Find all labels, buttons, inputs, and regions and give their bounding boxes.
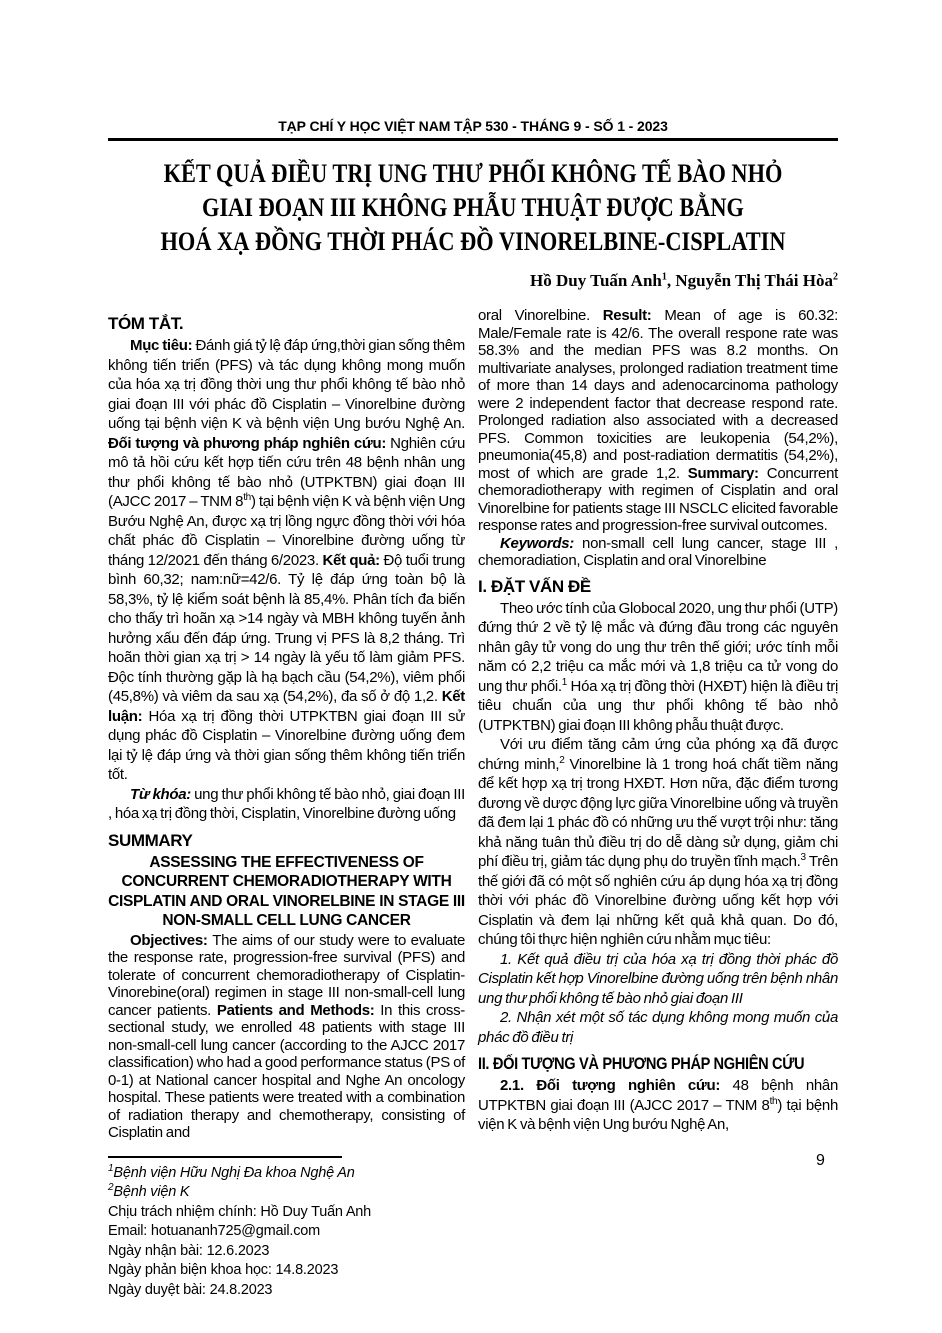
english-article-title: ASSESSING THE EFFECTIVENESS OF CONCURRENT CHEMORADIOTHERAPY WITH CISPLATIN AND ORAL VINORELBINE IN STAGE III NON-SMALL CELL LUNG CANCER xyxy=(108,853,465,929)
introduction-paragraph-1: Theo ước tính của Globocal 2020, ung thư phổi (UTP) đứng thứ 2 về tỷ lệ mắc và đứng đầu trong các nguyên nhân gây tử vong do ung thư trên thế giới; ước tính mỗi năm có 2,2 triệu ca mắc mới và 1,8 triệu ca tử vong do ung thư phổi.$^1$ Hóa xạ trị đồng thời (HXĐT) hiện là điều trị tiêu chuẩn của ung thư phổi không tế bào nhỏ (UTPKTBN) giai đoạn III không phẫu thuật được. xyxy=(478,599,838,734)
journal-header: TẠP CHÍ Y HỌC VIỆT NAM TẬP 530 - THÁNG 9 - SỐ 1 - 2023 xyxy=(108,118,838,141)
footnote-block xyxy=(108,1156,465,1301)
footnote-corresponding-author: Chịu trách nhiệm chính: Hồ Duy Tuấn Anh xyxy=(108,1203,372,1220)
page-content xyxy=(108,118,838,1300)
article-title-line-3: HOÁ XẠ ĐỒNG THỜI PHÁC ĐỒ VINORELBINE-CISPLATIN xyxy=(160,227,786,256)
page-number: 9 xyxy=(816,1152,825,1169)
article-title-line-2: GIAI ĐOẠN III KHÔNG PHẪU THUẬT ĐƯỢC BẰNG xyxy=(202,193,744,222)
keywords-paragraph-vi: Từ khóa: ung thư phổi không tế bào nhỏ, giai đoạn III , hóa xạ trị đồng thời, Cisplatin, Vinorelbine đường uống xyxy=(108,785,465,822)
abstract-paragraph-vi: Mục tiêu: Đánh giá tỷ lệ đáp ứng,thời gian sống thêm không tiến triển (PFS) và tác dụng không mong muốn của hóa xạ trị đồng thời ung thư phổi không tế bào nhỏ giai đoạn III với phác đồ Cisplatin – Vinorelbine đường uống tại bệnh viện K và bệnh viện Ung bướu Nghệ An. Đối tượng và phương pháp nghiên cứu: Nghiên cứu mô tả hồi cứu kết hợp tiến cứu trên 48 bệnh nhân ung thư phổi không tế bào nhỏ (UTPKTBN) giai đoạn III (AJCC 2017 – TNM 8th) tại bệnh viện K và bệnh viện Ung Bướu Nghệ An, được xạ trị lồng ngực đồng thời với hóa chất phác đồ Cisplatin – Vinorelbine đường uống từ tháng 12/2021 đến tháng 6/2023. Kết quả: Độ tuổi trung bình 60,32; nam:nữ=42/6. Tỷ lệ đáp ứng toàn bộ là 58,3%, tỷ lệ kiểm soát bệnh là 85,4%. Phân tích đa biến cho thấy trì hoãn xạ >14 ngày và MBH không tuyến ảnh hưởng xấu đến đáp ứng. Trung vị PFS là 8,2 tháng. Trì hoãn thời gian xạ trị > 14 ngày là yếu tố làm giảm PFS. Độc tính thường gặp là hạ bạch cầu (54,2%), viêm phổi (45,8%) và viêm da sau xạ (54,2%), đa số ở độ 1,2. Kết luận: Hóa xạ trị đồng thời UTPKTBN giai đoạn III sử dụng phác đồ Cisplatin – Vinorelbine đường uống đem lại tỷ lệ đáp ứng và thời gian sống thêm không tiến triển tốt. xyxy=(108,337,466,783)
results-summary-paragraph: oral Vinorelbine. Result: Mean of age is 60.32: Male/Female rate is 42/6. The overall respone rate was 58.3% and the median PFS was 8.2 months. On multivariate analyses, prolonged radiation treatment time of more than 14 days and adenocarcinoma pathology were 2 independent factor that decrease respond rate. Prolonged radiation also associated with a decreased PFS. Common toxicities are leukopenia (54,2%), pneumonia(45,8) and post-radiation dermatitis (54,2%), most of which are grade 1,2. Summary: Concurrent chemoradiotherapy with regimen of Cisplatin and oral Vinorelbine for patients stage III NSCLC elicited favorable response rates and progression-free survival outcomes. xyxy=(478,307,838,534)
right-column xyxy=(478,307,838,1135)
objective-item-2: 2. Nhận xét một số tác dụng không mong muốn của phác đồ điều trị xyxy=(478,1009,838,1046)
footnote-separator xyxy=(108,1156,342,1158)
objectives-paragraph: Objectives: The aims of our study were to evaluate the response rate, progression-free survival (PFS) and tolerate of concurrent chemoradiotherapy of Cisplatin-Vinorebine(oral) regimen in stage III non-small-cell lung cancer patients. Patients and Methods: In this cross-sectional study, we enrolled 48 patients with stage III non-small-cell lung cancer (according to the AJCC 2017 classification) who had a good performance status (PS of 0-1) at National cancer hospital and Nghe An oncology hospital. These patients were treated with a combination of radiation therapy and chemotherapy, consisting of Cisplatin and xyxy=(108,931,465,1141)
footnote-affiliation-2: $^2$Bệnh viện K xyxy=(108,1182,190,1200)
keywords-paragraph-en: Keywords: non-small cell lung cancer, stage III , chemoradiation, Cisplatin and oral Vinorelbine xyxy=(478,534,838,569)
summary-heading: SUMMARY xyxy=(108,830,193,850)
footnote-accepted-date: Ngày duyệt bài: 24.8.2023 xyxy=(108,1281,273,1298)
article-title-line-1: KẾT QUẢ ĐIỀU TRỊ UNG THƯ PHỔI KHÔNG TẾ BÀO NHỎ xyxy=(163,159,783,188)
two-column-layout xyxy=(108,307,838,1300)
abstract-heading-vi: TÓM TẮT. xyxy=(108,314,184,333)
methods-paragraph: 2.1. Đối tượng nghiên cứu: 48 bệnh nhân UTPKTBN giai đoạn III (AJCC 2017 – TNM 8th) tại bệnh viện K và bệnh viện Ung bướu Nghệ An, xyxy=(478,1077,839,1133)
section-2-heading-text: II. ĐỐI TƯỢNG VÀ PHƯƠNG PHÁP NGHIÊN CỨU xyxy=(478,1054,805,1073)
section-1-heading: I. ĐẶT VẤN ĐỀ xyxy=(478,576,591,596)
footnote-review-date: Ngày phản biện khoa học: 14.8.2023 xyxy=(108,1262,339,1278)
objective-item-1: 1. Kết quả điều trị của hóa xạ trị đồng thời phác đồ Cisplatin kết hợp Vinorelbine đường uống trên bệnh nhân ung thư phổi không tế bào nhỏ giai đoạn III xyxy=(478,950,838,1007)
introduction-paragraph-2: Với ưu điểm tăng cảm ứng của phóng xạ đã được chứng minh,$^2$ Vinorelbine là 1 trong hoá chất tiềm năng để kết hợp xạ trị trong HXĐT. Hơn nữa, đặc điểm tương đương về dược động lực giữa Vinorelbine uống và truyền đã đem lại 1 phác đồ có những ưu thế vượt trội như: tăng khả năng tuân thủ điều trị do dễ dàng sử dụng, giảm chi phí điều trị, giảm tác dụng phụ do truyền tĩnh mạch.$^3$ Trên thế giới đã có một số nghiên cứu áp dụng hóa xạ trị đồng thời với phác đồ Vinorelbine đường uống kết hợp với Cisplatin và đem lại những kết quả khả quan. Do đó, chúng tôi thực hiện nghiên cứu nhằm mục tiêu: xyxy=(478,736,838,948)
footnote-affiliation-1: $^1$Bệnh viện Hữu Nghị Đa khoa Nghệ An xyxy=(108,1162,355,1181)
section-2-heading xyxy=(478,1054,838,1074)
footnote-received-date: Ngày nhận bài: 12.6.2023 xyxy=(108,1242,270,1259)
authors-line: Hồ Duy Tuấn Anh$^1$, Nguyễn Thị Thái Hòa$^2$ xyxy=(530,271,838,290)
footnote-email: Email: hotuananh725@gmail.com xyxy=(108,1223,321,1239)
article-title xyxy=(159,157,787,259)
left-column xyxy=(108,307,465,1300)
